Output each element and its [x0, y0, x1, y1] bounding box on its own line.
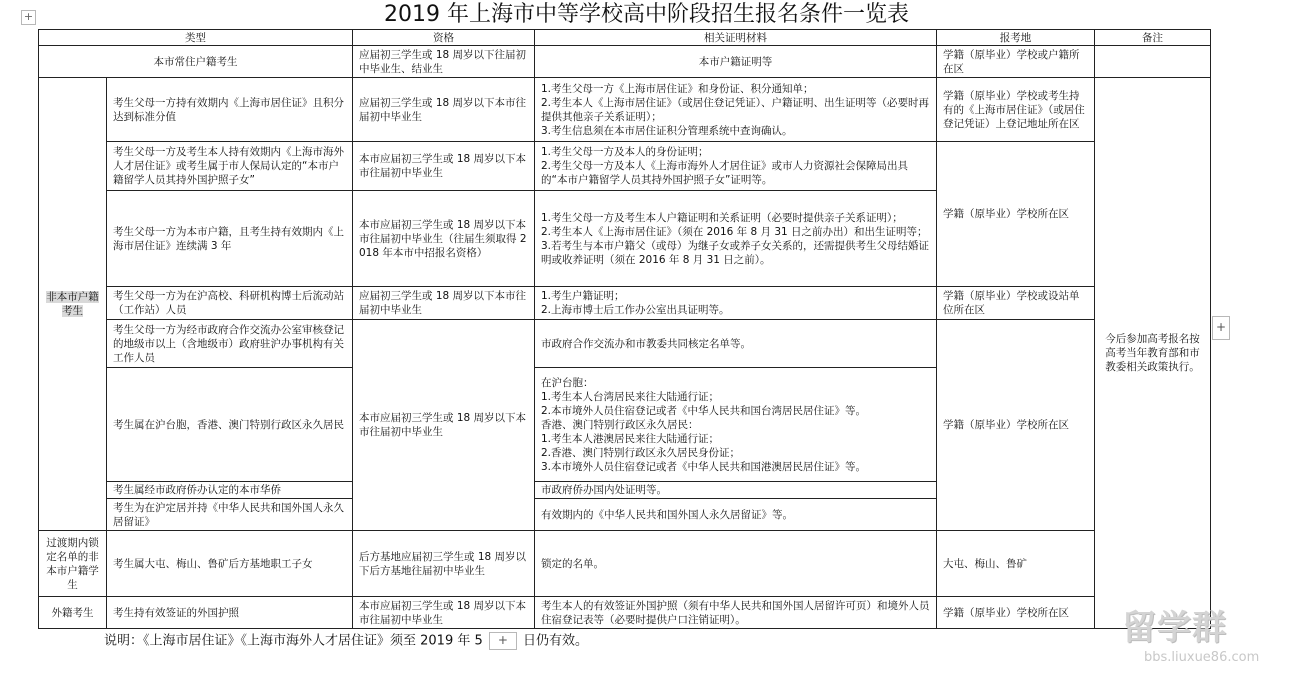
nonlocal-r1-materials: 1.考生父母一方《上海市居住证》和身份证、积分通知单； 2.考生本人《上海市居住证》（或居住登记凭证）、户籍证明、出生证明等（必要时再提供其他亲子关系证明）； 3.考生信息须在本市居住证积分管理系统中查询确认。: [535, 78, 937, 142]
nonlocal-r4-qual: 应届初三学生或 18 周岁以下本市往届初中毕业生: [353, 287, 535, 320]
nonlocal-r6-materials: 在沪台胞： 1.考生本人台湾居民来往大陆通行证； 2.本市境外人员住宿登记或者《中华人民共和国台湾居民居住证》等。 香港、澳门特别行政区永久居民： 1.考生本人港澳居民来往大陆通行证； 2.香港、澳门特别行政区永久居民身份证； 3.本市境外人员住宿登记或者《中华人民共和国港澳居民居住证》等。: [535, 368, 937, 482]
table-row: [39, 287, 1211, 320]
header-type: 类型: [39, 30, 353, 46]
local-materials-cell: 本市户籍证明等: [535, 46, 937, 78]
table-row: [39, 78, 1211, 142]
watermark-url: bbs.liuxue86.com: [1144, 650, 1260, 665]
nonlocal-r3-materials: 1.考生父母一方及考生本人户籍证明和关系证明（必要时提供亲子关系证明）； 2.考生本人《上海市居住证》（须在 2016 年 8 月 31 日之前办出）和出生证明等； 3.若考生与本市户籍父（或母）为继子女或养子女关系的，还需提供考生父母结婚证明或收养证明（须在 2016 年 8 月 31 日之前）。: [535, 191, 937, 287]
transition-qual: 后方基地应届初三学生或 18 周岁以下后方基地往届初中毕业生: [353, 531, 535, 597]
transition-type: 考生属大屯、梅山、鲁矿后方基地职工子女: [107, 531, 353, 597]
nonlocal-r2-r3-place: 学籍（原毕业）学校所在区: [937, 142, 1095, 287]
table-row: [39, 531, 1211, 597]
local-type-cell: 本市常住户籍考生: [39, 46, 353, 78]
nonlocal-group-cell: [39, 78, 107, 531]
foreign-group-cell: 外籍考生: [39, 597, 107, 629]
footnote: [104, 632, 588, 651]
nonlocal-shared-qual: 本市应届初三学生或 18 周岁以下本市往届初中毕业生: [353, 320, 535, 531]
nonlocal-r2-materials: 1.考生父母一方及本人的身份证明； 2.考生父母一方及本人《上海市海外人才居住证》或市人力资源社会保障局出具的“本市户籍留学人员其持外国护照子女”证明等。: [535, 142, 937, 191]
local-remarks-cell: [1095, 46, 1211, 78]
local-qual-cell: 应届初三学生或 18 周岁以下往届初中毕业生、结业生: [353, 46, 535, 78]
table-row: [39, 597, 1211, 629]
header-row: [39, 30, 1211, 46]
transition-materials: 锁定的名单。: [535, 531, 937, 597]
nonlocal-r6-type: 考生属在沪台胞，香港、澳门特别行政区永久居民: [107, 368, 353, 482]
nonlocal-r3-qual: 本市应届初三学生或 18 周岁以下本市往届初中毕业生（往届生须取得 2018 年本市中招报名资格）: [353, 191, 535, 287]
enrollment-conditions-table: [38, 29, 1211, 629]
remarks-cell: 今后参加高考报名按高考当年教育部和市教委相关政策执行。: [1095, 78, 1211, 629]
nonlocal-r2-qual: 本市应届初三学生或 18 周岁以下本市往届初中毕业生: [353, 142, 535, 191]
table-row: [39, 320, 1211, 368]
header-place: 报考地: [937, 30, 1095, 46]
footnote-text: 说明：《上海市居住证》《上海市海外人才居住证》须至 2019 年 5: [104, 633, 483, 649]
nonlocal-shared-place: 学籍（原毕业）学校所在区: [937, 320, 1095, 531]
nonlocal-r1-place: 学籍（原毕业）学校或考生持有的《上海市居住证》（或居住登记凭证）上登记地址所在区: [937, 78, 1095, 142]
table-move-handle-icon[interactable]: [21, 10, 36, 25]
nonlocal-r7-materials: 市政府侨办国内处证明等。: [535, 482, 937, 499]
nonlocal-group-label: 非本市户籍考生: [46, 291, 99, 317]
nonlocal-r2-type: 考生父母一方及考生本人持有效期内《上海市海外人才居住证》或考生属于市人保局认定的“本市户籍留学人员其持外国护照子女”: [107, 142, 353, 191]
header-remarks: 备注: [1095, 30, 1211, 46]
site-watermark: [1122, 606, 1292, 672]
insert-row-plus-icon[interactable]: [489, 632, 517, 650]
nonlocal-r1-qual: 应届初三学生或 18 周岁以下本市往届初中毕业生: [353, 78, 535, 142]
nonlocal-r3-type: 考生父母一方为本市户籍，且考生持有效期内《上海市居住证》连续满 3 年: [107, 191, 353, 287]
table-row: [39, 142, 1211, 191]
transition-place: 大屯、梅山、鲁矿: [937, 531, 1095, 597]
nonlocal-r8-materials: 有效期内的《中华人民共和国外国人永久居留证》等。: [535, 499, 937, 531]
nonlocal-r4-place: 学籍（原毕业）学校或设站单位所在区: [937, 287, 1095, 320]
table-row: [39, 46, 1211, 78]
insert-column-plus-icon[interactable]: [1212, 316, 1230, 340]
header-materials: 相关证明材料: [535, 30, 937, 46]
nonlocal-r8-type: 考生为在沪定居并持《中华人民共和国外国人永久居留证》: [107, 499, 353, 531]
foreign-type: 考生持有效签证的外国护照: [107, 597, 353, 629]
watermark-logo-text: 留学群: [1122, 608, 1227, 648]
footnote-tail: 日仍有效。: [523, 633, 589, 649]
header-qualification: 资格: [353, 30, 535, 46]
transition-group-cell: 过渡期内锁定名单的非本市户籍学生: [39, 531, 107, 597]
nonlocal-r7-type: 考生属经市政府侨办认定的本市华侨: [107, 482, 353, 499]
nonlocal-r5-type: 考生父母一方为经市政府合作交流办公室审核登记的地级市以上（含地级市）政府驻沪办事机构有关工作人员: [107, 320, 353, 368]
nonlocal-r4-materials: 1.考生户籍证明； 2.上海市博士后工作办公室出具证明等。: [535, 287, 937, 320]
page-title: 2019 年上海市中等学校高中阶段招生报名条件一览表: [384, 2, 909, 27]
foreign-qual: 本市应届初三学生或 18 周岁以下本市往届初中毕业生: [353, 597, 535, 629]
nonlocal-r4-type: 考生父母一方为在沪高校、科研机构博士后流动站（工作站）人员: [107, 287, 353, 320]
foreign-materials: 考生本人的有效签证外国护照（须有中华人民共和国外国人居留许可页）和境外人员住宿登记表等（必要时提供户口注销证明）。: [535, 597, 937, 629]
foreign-place: 学籍（原毕业）学校所在区: [937, 597, 1095, 629]
nonlocal-r1-type: 考生父母一方持有效期内《上海市居住证》且积分达到标准分值: [107, 78, 353, 142]
nonlocal-r5-materials: 市政府合作交流办和市教委共同核定名单等。: [535, 320, 937, 368]
local-place-cell: 学籍（原毕业）学校或户籍所在区: [937, 46, 1095, 78]
